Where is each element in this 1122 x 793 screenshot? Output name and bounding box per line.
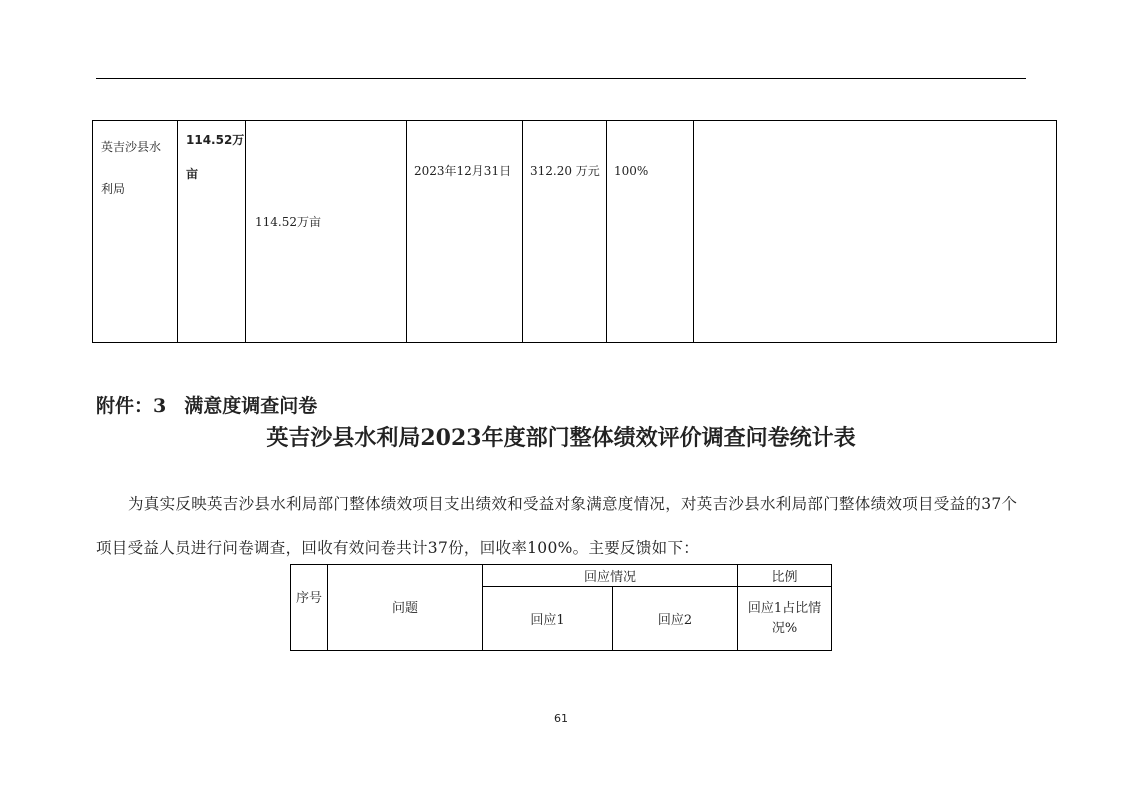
- table-page-break: [288, 652, 836, 672]
- intro-paragraph: 为真实反映英吉沙县水利局部门整体绩效项目支出绩效和受益对象满意度情况，对英吉沙县水利局部门整体绩效项目受益的37个项目受益人员进行问卷调查，回收有效问卷共计37份，回收率100%。主要反馈如下：: [96, 495, 1018, 557]
- project-table: [92, 120, 1057, 343]
- table-row: [93, 121, 1057, 343]
- unit-cell: [93, 121, 178, 343]
- remark-cell: [694, 121, 1057, 343]
- header-response-2: 回应2: [613, 587, 738, 651]
- table-row: [291, 565, 832, 587]
- document-title: 英吉沙县水利局2023年度部门整体绩效评价调查问卷统计表: [266, 425, 856, 451]
- header-index: 序号: [291, 565, 328, 651]
- appendix-heading: [96, 391, 317, 418]
- appendix-title: 满意度调查问卷: [184, 395, 318, 417]
- header-rule: [96, 78, 1026, 79]
- header-response-group: 回应情况: [483, 565, 738, 587]
- scale-bold-cell: [178, 121, 246, 343]
- scale-text: 114.52万亩: [255, 215, 321, 229]
- rate-cell: [607, 121, 694, 343]
- scale-bold-text: 114.52万亩: [186, 133, 245, 181]
- header-ratio-group: 比例: [738, 565, 832, 587]
- header-question: 问题: [328, 565, 483, 651]
- header-response-1: 回应1: [483, 587, 613, 651]
- amount-text: 312.20 万元: [530, 164, 600, 178]
- header-response-1-ratio: 回应1占比情况%: [738, 587, 832, 651]
- amount-cell: [523, 121, 607, 343]
- appendix-label: 附件：3: [96, 395, 167, 417]
- completion-date-text: 2023年12月31日: [414, 164, 512, 178]
- survey-table: [290, 564, 832, 651]
- date-cell: [407, 121, 523, 343]
- unit-text: 英吉沙县水利局: [101, 140, 162, 196]
- rate-text: 100%: [614, 164, 649, 178]
- scale-cell: [246, 121, 407, 343]
- page-number: 61: [554, 712, 568, 725]
